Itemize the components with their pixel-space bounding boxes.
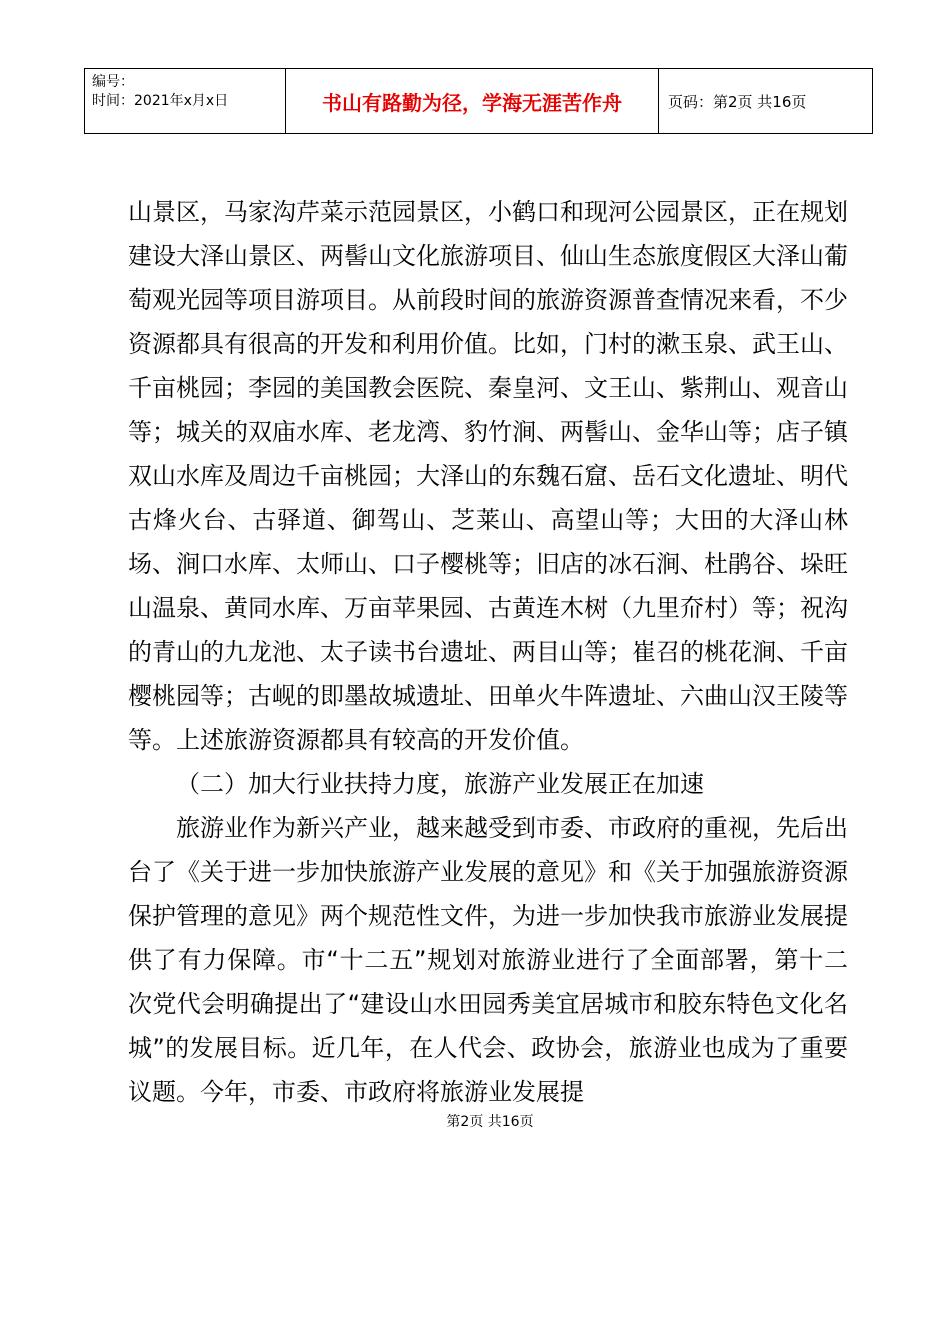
document-time: 时间：2021年x月x日 <box>92 93 229 109</box>
document-body <box>128 190 848 1114</box>
header-info-cell <box>85 69 286 133</box>
header-motto: 书山有路勤为径，学海无涯苦作舟 <box>286 69 659 133</box>
paragraph: 旅游业作为新兴产业，越来越受到市委、市政府的重视，先后出台了《关于进一步加快旅游产业发展的意见》和《关于加强旅游资源保护管理的意见》两个规范性文件，为进一步加快我市旅游业发展提供了有力保障。市“十二五”规划对旅游业进行了全面部署，第十二次党代会明确提出了“建设山水田园秀美宜居城市和胶东特色文化名城”的发展目标。近几年，在人代会、政协会，旅游业也成为了重要议题。今年，市委、市政府将旅游业发展提 <box>128 814 848 1106</box>
section-heading: （二）加大行业扶持力度，旅游产业发展正在加速 <box>176 770 704 798</box>
header-table <box>84 68 873 134</box>
document-number: 编号： <box>92 74 134 90</box>
header-page-number: 页码：第2页 共16页 <box>668 92 807 111</box>
footer-page-number: 第2页 共16页 <box>446 1114 534 1130</box>
paragraph-continued: 山景区，马家沟芹菜示范园景区，小鹤口和现河公园景区，正在规划建设大泽山景区、两髻山文化旅游项目、仙山生态旅度假区大泽山葡萄观光园等项目游项目。从前段时间的旅游资源普查情况来看，不少资源都具有很高的开发和利用价值。比如，门村的漱玉泉、武王山、千亩桃园；李园的美国教会医院、秦皇河、文王山、紫荆山、观音山等；城关的双庙水库、老龙湾、豹竹涧、两髻山、金华山等；店子镇双山水库及周边千亩桃园；大泽山的东魏石窟、岳石文化遗址、明代古烽火台、古驿道、御驾山、芝莱山、高望山等；大田的大泽山林场、涧口水库、太师山、口子樱桃等；旧店的冰石涧、杜鹃谷、垛旺山温泉、黄同水库、万亩苹果园、古黄连木树（九里夼村）等；祝沟的青山的九龙池、太子读书台遗址、两目山等；崔召的桃花涧、千亩樱桃园等；古岘的即墨故城遗址、田单火牛阵遗址、六曲山汉王陵等等。上述旅游资源都具有较高的开发价值。 <box>128 198 848 754</box>
